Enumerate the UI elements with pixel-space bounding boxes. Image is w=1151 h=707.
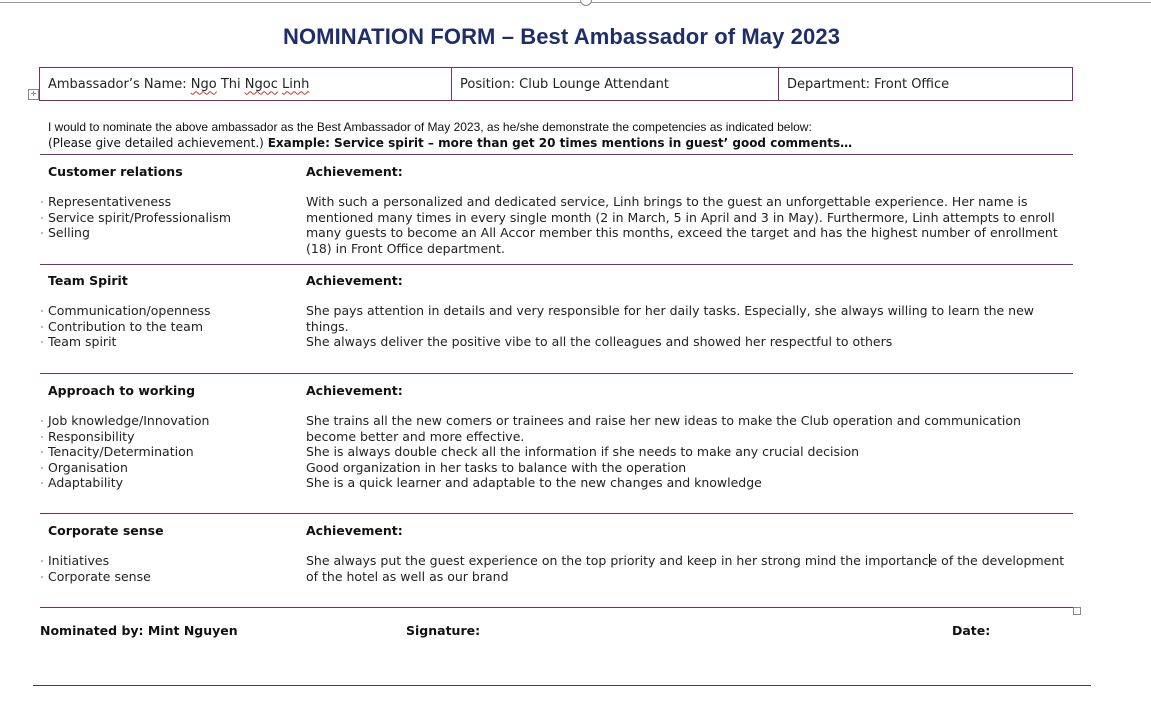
achievement-text[interactable] — [306, 413, 1068, 491]
achievement-label: Achievement: — [306, 383, 403, 398]
achievement-text[interactable] — [306, 303, 1068, 350]
achievement-label: Achievement: — [306, 523, 403, 538]
achievement-line: She trains all the new comers or trainees and raise her new ideas to make the Club operation and communication become better and more effective. — [306, 413, 1021, 444]
name-part-ngo: Ngo — [190, 76, 217, 92]
bottom-rule — [33, 685, 1091, 686]
table-move-handle-icon[interactable]: ✛ — [28, 89, 39, 100]
page-title: NOMINATION FORM – Best Ambassador of May 2023 — [282, 24, 841, 49]
achievement-text-part-2: e of the development of the hotel as well as our brand — [306, 553, 1065, 584]
achievement-line: With such a personalized and dedicated service, Linh brings to the guest an unforgettable experience. Her name is mentioned many times in every single month (2 in March, 5 in April and 3 in May). Furthermore, Linh attempts to enroll many guests to become an All Accor member this months, exceed the target and has the highest number of enrollment (18) in Front Office department. — [306, 194, 1058, 256]
name-part-thi: Thi — [220, 76, 241, 92]
achievement-line — [306, 553, 1068, 584]
table-resize-handle[interactable] — [1073, 607, 1081, 615]
list-item: Job knowledge/Innovation — [48, 413, 210, 428]
position-cell[interactable] — [451, 68, 778, 100]
intro-paragraph — [48, 120, 1078, 151]
list-item: Initiatives — [48, 553, 151, 569]
list-item: Representativeness — [48, 194, 231, 210]
list-item: Responsibility — [48, 429, 209, 445]
section-divider — [40, 607, 1073, 608]
signature-label: Signature: — [406, 623, 481, 638]
intro-example: Example: Service spirit – more than get 20 times mentions in guest’ good comments… — [267, 136, 853, 150]
intro-line-1: I would to nominate the above ambassador as the Best Ambassador of May 2023, as he/she demonstrate the competencies as indicated below: — [48, 120, 812, 134]
section-divider — [40, 154, 1073, 155]
list-item: Service spirit/Professionalism — [48, 209, 232, 225]
nominated-by: Nominated by: Mint Nguyen — [40, 623, 238, 638]
name-part-linh: Linh — [281, 76, 310, 92]
section-customer-relations — [40, 164, 1073, 264]
achievement-text[interactable] — [306, 553, 1068, 584]
competency-list — [48, 194, 231, 241]
list-item: Corporate sense — [48, 568, 151, 584]
achievement-label: Achievement: — [306, 273, 403, 288]
list-item: Organisation — [48, 460, 209, 476]
achievement-line: She pays attention in details and very responsible for her daily tasks. Especially, she always willing to learn the new things. — [306, 303, 1035, 334]
section-divider — [40, 264, 1073, 265]
section-divider — [40, 373, 1073, 374]
list-item: Team spirit — [48, 334, 211, 350]
achievement-line: She is a quick learner and adaptable to the new changes and knowledge — [306, 475, 762, 490]
section-title: Customer relations — [48, 164, 183, 179]
section-title: Corporate sense — [48, 523, 164, 538]
intro-note: (Please give detailed achievement.) — [48, 136, 268, 150]
section-team-spirit — [40, 273, 1073, 373]
competency-list — [48, 303, 211, 350]
ambassador-info-table — [39, 67, 1073, 101]
name-part-ngoc: Ngoc — [244, 76, 278, 92]
ambassador-name-label: Ambassador’s Name: — [48, 76, 187, 92]
section-approach-to-working — [40, 383, 1073, 513]
list-item: Adaptability — [48, 475, 209, 491]
intro-line-2 — [48, 135, 1078, 151]
ambassador-name-cell[interactable] — [40, 68, 451, 100]
achievement-line: Good organization in her tasks to balance with the operation — [306, 459, 687, 475]
achievement-line: She is always double check all the information if she needs to make any crucial decision — [306, 444, 860, 459]
list-item: Tenacity/Determination — [48, 444, 209, 460]
position-text: Position: Club Lounge Attendant — [460, 76, 669, 92]
date-label: Date: — [952, 623, 991, 638]
section-title: Approach to working — [48, 383, 196, 398]
achievement-text-part-1: She always put the guest experience on the top priority and keep in her strong mind the importanc — [306, 553, 929, 568]
rotate-handle[interactable] — [580, 0, 592, 6]
competency-list — [48, 553, 151, 584]
list-item: Contribution to the team — [48, 319, 211, 335]
achievement-label: Achievement: — [306, 164, 403, 179]
section-divider — [40, 513, 1073, 514]
list-item: Selling — [48, 225, 231, 241]
section-title: Team Spirit — [48, 273, 128, 288]
department-text: Department: Front Office — [787, 76, 950, 92]
achievement-text[interactable] — [306, 194, 1068, 256]
section-corporate-sense — [40, 523, 1073, 607]
competency-list — [48, 413, 209, 491]
achievement-line: She always deliver the positive vibe to all the colleagues and showed her respectful to others — [306, 334, 893, 349]
page-top-edge — [0, 2, 1151, 3]
department-cell[interactable] — [778, 68, 1072, 100]
list-item: Communication/openness — [48, 303, 211, 318]
